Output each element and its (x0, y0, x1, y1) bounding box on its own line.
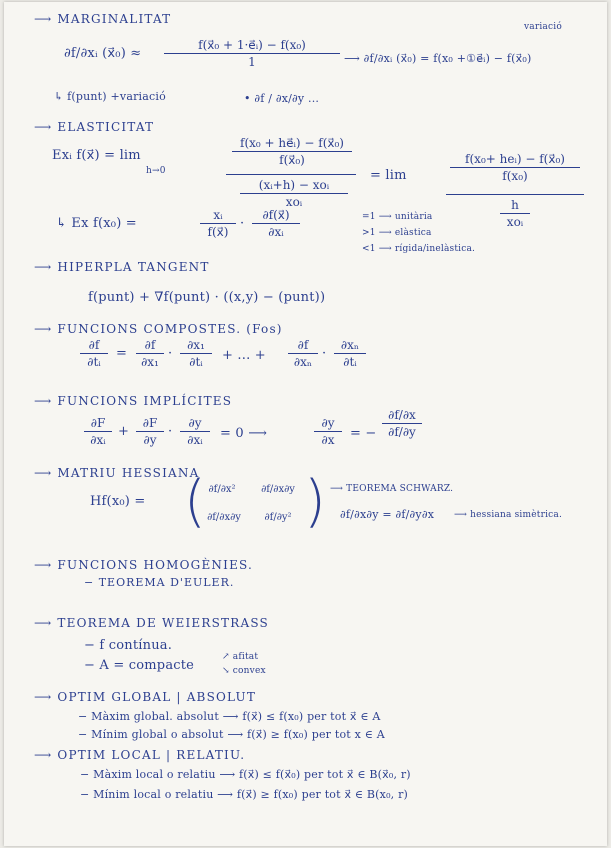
implicites-neg: = − (350, 426, 377, 441)
eq-sign: = (116, 346, 128, 361)
heading-implicites: ⟶ FUNCIONS IMPLÍCITES (34, 394, 233, 408)
comp-a-num: ∂f (144, 338, 156, 352)
elasticitat-bot-num: (xᵢ+h) − xoᵢ (258, 178, 330, 192)
case-unitaria: =1 ⟶ unitària (362, 212, 433, 222)
weierstrass-item2: − A = compacte (84, 658, 195, 673)
impl-d-den: ∂x (314, 431, 342, 447)
notebook-page (4, 2, 607, 846)
weierstrass-item1: − f contínua. (84, 638, 173, 653)
hessian-m12: ∂f/∂x∂y (261, 484, 295, 495)
left-paren: ( (184, 469, 206, 534)
marginalitat-denominator: 1 (164, 53, 340, 69)
impl-a-den: ∂xᵢ (84, 431, 112, 447)
right-paren: ) (304, 469, 326, 534)
comp-b-num: ∂x₁ (187, 338, 205, 352)
impl-c-num: ∂y (188, 416, 202, 430)
maxim-global: − Màxim global. absolut ⟶ f(x⃗) ≤ f(x₀) per tot x⃗ ∈ A (78, 710, 381, 723)
implicites-e (382, 408, 422, 439)
marginalitat-definition: ⟶ ∂f/∂xᵢ (x⃗₀) = f(x₀ +①e⃗ᵢ) − f(x⃗₀) (344, 52, 532, 65)
sum-ellipsis: + ... + (222, 348, 266, 363)
marginalitat-fraction (164, 38, 340, 69)
compostes-a (136, 338, 164, 369)
elasticitat-r-bot-num: h (511, 198, 519, 212)
l2-f1-den: f(x⃗) (200, 223, 236, 239)
heading-elasticitat: ⟶ ELASTICITAT (34, 120, 155, 134)
hessian-m22: ∂f/∂y² (264, 512, 292, 523)
l2-f2-num: ∂f(x⃗) (262, 208, 290, 222)
elasticitat-bot-den: xoᵢ (240, 193, 348, 209)
elasticitat-bottom-fraction (240, 178, 348, 209)
compostes-lhs (80, 338, 108, 369)
maxim-local: − Màxim local o relatiu ⟶ f(x⃗) ≤ f(x⃗₀) per tot x⃗ ∈ B(x⃗₀, r) (80, 768, 411, 781)
minim-local: − Mínim local o relatiu ⟶ f(x⃗) ≥ f(x₀) per tot x⃗ ∈ B(x₀, r) (80, 788, 409, 801)
elasticitat-top-den: f(x⃗₀) (232, 151, 352, 167)
elasticitat-r-top-num: f(x₀+ heᵢ) − f(x⃗₀) (465, 152, 565, 166)
elasticitat-lim-sub: h→0 (146, 166, 166, 176)
elasticitat-top-fraction (232, 136, 352, 167)
implicites-b (136, 416, 164, 447)
heading-hiperpla: ⟶ HIPERPLA TANGENT (34, 260, 210, 274)
marginalitat-numerator: f(x⃗₀ + 1·e⃗ᵢ) − f(x₀) (198, 38, 306, 52)
hessian-m11: ∂f/∂x² (208, 484, 236, 495)
hessian-m21: ∂f/∂x∂y (207, 512, 241, 523)
compostes-d (334, 338, 366, 369)
comp-c-num: ∂f (297, 338, 309, 352)
heading-compostes: ⟶ FUNCIONS COMPOSTES. (Fos) (34, 322, 283, 336)
weierstrass-afitat: ↗ afitat (222, 652, 259, 662)
marginalitat-lhs: ∂f/∂xᵢ (x⃗₀) ≈ (64, 46, 142, 61)
case-rigida: <1 ⟶ rígida/inelàstica. (362, 244, 476, 254)
heading-homogenies: ⟶ FUNCIONS HOMOGÈNIES. (34, 558, 254, 572)
l2-f2-den: ∂xᵢ (252, 223, 300, 239)
heading-optim-local: ⟶ OPTIM LOCAL | RELATIU. (34, 748, 246, 762)
hessiana-lhs: Hf(x₀) = (90, 494, 146, 509)
comp-c-den: ∂xₙ (288, 353, 318, 369)
impl-a-num: ∂F (90, 416, 106, 430)
heading-marginalitat: ⟶ MARGINALITAT (34, 12, 172, 26)
weierstrass-convex: ↘ convex (222, 666, 266, 676)
impl-e-bot: ∂f/∂y (382, 423, 422, 439)
impl-e-top: ∂f/∂x (388, 408, 416, 422)
minim-global: − Mínim global o absolut ⟶ f(x⃗) ≥ f(x₀) per tot x ∈ A (78, 728, 385, 741)
heading-hessiana: ⟶ MATRIU HESSIANA (34, 466, 200, 480)
elasticitat-r-top-den: f(x₀) (450, 167, 580, 183)
elasticitat-lhs: Exᵢ f(x⃗) = lim (52, 148, 141, 163)
elasticitat-line2: ↳ Ex f(x₀) = (56, 216, 137, 231)
elasticitat-r-bot-den: xoᵢ (500, 213, 530, 229)
dot-operator: · (168, 424, 173, 439)
elasticitat-right-top (450, 152, 580, 183)
impl-b-den: ∂y (136, 431, 164, 447)
variacio-note: variació (524, 22, 562, 32)
schwarz-heading: ⟶ TEOREMA SCHWARZ. (330, 484, 454, 494)
comp-b-den: ∂tᵢ (180, 353, 212, 369)
comp-a-den: ∂x₁ (136, 353, 164, 369)
elasticitat-top-num: f(x₀ + he⃗ᵢ) − f(x⃗₀) (240, 136, 344, 150)
impl-d-num: ∂y (321, 416, 335, 430)
marginalitat-line2: ↳ f(punt) +variació (54, 90, 166, 103)
heading-optim-global: ⟶ OPTIM GLOBAL | ABSOLUT (34, 690, 257, 704)
dot-operator: · (168, 346, 173, 361)
dot-operator: · (240, 216, 245, 231)
impl-b-num: ∂F (142, 416, 158, 430)
implicites-eq: = 0 ⟶ (220, 426, 268, 441)
l2-f1-num: xᵢ (213, 208, 223, 222)
hiperpla-formula: f(punt) + ∇f(punt) · ((x,y) − (punt)) (88, 290, 326, 305)
comp-lhs-num: ∂f (88, 338, 100, 352)
elasticitat-l2-frac2 (252, 208, 300, 239)
comp-lhs-den: ∂tᵢ (80, 353, 108, 369)
implicites-d (314, 416, 342, 447)
plus-sign: + (118, 424, 130, 439)
elasticitat-right-bar (446, 194, 584, 195)
marginalitat-partials: • ∂f / ∂x/∂y ... (244, 92, 320, 105)
schwarz-equality: ∂f/∂x∂y = ∂f/∂y∂x (340, 508, 435, 521)
heading-weierstrass: ⟶ TEOREMA DE WEIERSTRASS (34, 616, 269, 630)
elasticitat-l2-frac1 (200, 208, 236, 239)
case-elastica: >1 ⟶ elàstica (362, 228, 432, 238)
elasticitat-main-bar (226, 174, 356, 175)
hessiana-note: ⟶ hessiana simètrica. (454, 510, 563, 520)
compostes-c (288, 338, 318, 369)
implicites-a (84, 416, 112, 447)
comp-d-den: ∂tᵢ (334, 353, 366, 369)
compostes-b (180, 338, 212, 369)
dot-operator: · (322, 346, 327, 361)
teorema-euler: − TEOREMA D'EULER. (84, 576, 235, 589)
implicites-c (180, 416, 210, 447)
comp-d-num: ∂xₙ (340, 338, 360, 352)
elasticitat-right-bottom (500, 198, 530, 229)
impl-c-den: ∂xᵢ (180, 431, 210, 447)
elasticitat-eq-lim: = lim (370, 168, 407, 183)
